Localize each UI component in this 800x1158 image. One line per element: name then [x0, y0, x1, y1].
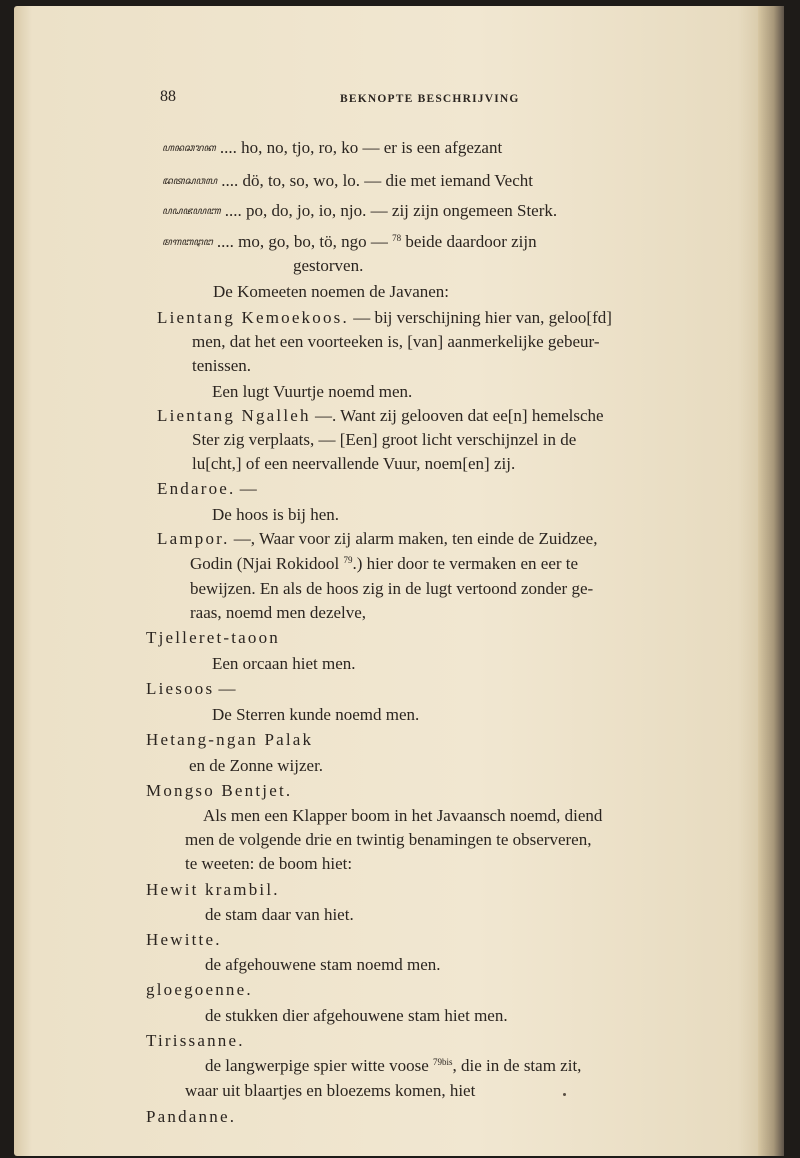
entry-text: — [239, 479, 257, 498]
text-line: De Sterren kunde noemd men. [212, 705, 420, 724]
text-line: tenissen. [192, 356, 252, 375]
text-line: gestorven. [293, 256, 364, 275]
entry-term: Tirissanne. [146, 1031, 245, 1050]
entry-line [157, 407, 604, 424]
entry-term: Lientang Kemoekoos. [157, 308, 349, 327]
text-line: Als men een Klapper boom in het Javaansch noemd, diend [203, 806, 603, 825]
javanese-script: ꦥꦝꦗꦪꦚ [162, 206, 221, 218]
javanese-script: ꦩꦒꦧꦛꦔ [162, 237, 213, 249]
line-text: , die in de stam zit, [452, 1056, 582, 1075]
text-line: De Komeeten noemen de Javanen: [213, 282, 450, 301]
entry-text: —. Want zij gelooven dat ee[n] hemelsche [314, 406, 604, 425]
line-text: Godin (Njai Rokidool [190, 554, 340, 573]
text-line: te weeten: de boom hiet: [185, 854, 353, 873]
ink-speck [563, 1093, 566, 1096]
entry-term: Lientang Ngalleh [157, 406, 311, 425]
entry-term: Hewitte. [146, 930, 222, 949]
entry-term: Tjelleret-taoon [146, 628, 281, 647]
footnote-ref: 79 [343, 555, 353, 565]
line-text: po, do, jo, io, njo. — zij zijn ongemeen Sterk. [245, 201, 558, 220]
javanese-script: ꦢꦠꦱꦮꦭ [162, 176, 217, 188]
text-line: de stukken dier afgehouwene stam hiet men. [205, 1006, 508, 1025]
entry-term: Hewit krambil. [146, 880, 280, 899]
entry-text: —, Waar voor zij alarm maken, ten einde de Zuidzee, [233, 529, 598, 548]
text-line: en de Zonne wijzer. [189, 756, 324, 775]
syllable-line-4: ꦩꦒꦧꦛꦔ .... mo, go, bo, tö, ngo — $^{78}$ beide daardoor zijn [162, 232, 537, 251]
entry-term: Mongso Bentjet. [146, 781, 293, 800]
text-line: raas, noemd men dezelve, [190, 603, 367, 622]
entry-text: — bij verschijning hier van, geloo[fd] [353, 308, 612, 327]
line-text: beide daardoor zijn [405, 232, 537, 251]
running-header: BEKNOPTE BESCHRIJVING [340, 93, 520, 105]
footnote-ref: 79bis [433, 1057, 453, 1067]
text-line [205, 1057, 581, 1074]
entry-line [157, 309, 612, 326]
entry-term: Liesoos [146, 679, 215, 698]
entry-term: Hetang-ngan Palak [146, 730, 314, 749]
line-text: mo, go, bo, tö, ngo — [238, 232, 388, 251]
text-line: De hoos is bij hen. [212, 505, 340, 524]
footnote-ref: 78 [392, 233, 402, 243]
text-line [190, 555, 578, 572]
entry-term: Lampor. [157, 529, 230, 548]
text-line: bewijzen. En als de hoos zig in de lugt vertoond zonder ge- [190, 579, 594, 598]
entry-line [157, 530, 597, 547]
entry-line [157, 480, 257, 497]
entry-line [146, 680, 236, 697]
text-line: de afgehouwene stam noemd men. [205, 955, 441, 974]
line-text: ho, no, tjo, ro, ko — er is een afgezant [241, 138, 503, 157]
text-line: men, dat het een voorteeken is, [van] aanmerkelijke gebeur- [192, 332, 600, 351]
line-text: de langwerpige spier witte voose [205, 1056, 429, 1075]
page-number: 88 [160, 88, 176, 105]
entry-term: gloegoenne. [146, 980, 253, 999]
text-line: lu[cht,] of een neervallende Vuur, noem[en] zij. [192, 454, 516, 473]
text-line: Ster zig verplaats, — [Een] groot licht verschijnzel in de [192, 430, 577, 449]
line-text: .) hier door te vermaken en eer te [352, 554, 579, 573]
syllable-line-1: ꦲꦤꦕꦫꦏ .... ho, no, tjo, ro, ko — er is een afgezant [162, 138, 503, 157]
text-line: waar uit blaartjes en bloezems komen, hiet [185, 1081, 476, 1100]
entry-text: — [218, 679, 236, 698]
syllable-line-2: ꦢꦠꦱꦮꦭ .... dö, to, so, wo, lo. — die met iemand Vecht [162, 171, 533, 190]
text-line: Een orcaan hiet men. [212, 654, 356, 673]
javanese-script: ꦲꦤꦕꦫꦏ [162, 143, 216, 155]
syllable-line-3: ꦥꦝꦗꦪꦚ .... po, do, jo, io, njo. — zij zijn ongemeen Sterk. [162, 201, 558, 220]
entry-term: Endaroe. [157, 479, 236, 498]
entry-term: Pandanne. [146, 1107, 237, 1126]
text-line: Een lugt Vuurtje noemd men. [212, 382, 413, 401]
text-line: de stam daar van hiet. [205, 905, 354, 924]
text-line: men de volgende drie en twintig benamingen te observeren, [185, 830, 592, 849]
line-text: dö, to, so, wo, lo. — die met iemand Vecht [242, 171, 533, 190]
